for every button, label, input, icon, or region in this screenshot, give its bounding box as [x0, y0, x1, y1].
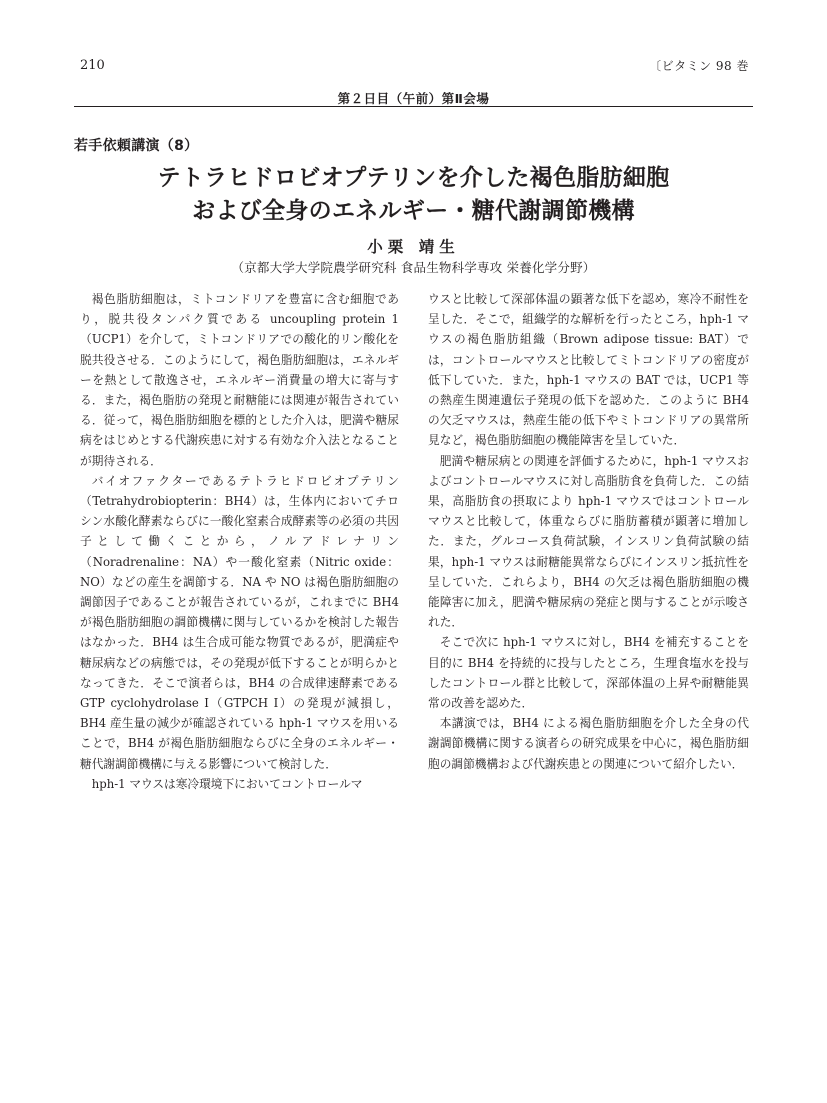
paragraph: 肥満や糖尿病との関連を評価するために，hph-1 マウスおよびコントロールマウスに対し高脂肪食を負荷した．この結果，高脂肪食の摂取により hph-1 マウスではコントロールマウスと比較して，体重ならびに脂肪蓄積が顕著に増加した．また，グルコース負荷試験，インスリン負荷試験の結果，hph-1 マウスは耐糖能異常ならびにインスリン抵抗性を呈していた．これらより，BH4 の欠乏は褐色脂肪細胞の機能障害に加え，肥満や糖尿病の発症と関与することが示唆された．	[428, 453, 749, 630]
paragraph: そこで次に hph-1 マウスに対し，BH4 を補充することを目的に BH4 を持続的に投与したところ，生理食塩水を投与したコントロール群と比較して，深部体温の上昇や耐糖能異常の改善を認めた．	[428, 635, 749, 711]
paragraph: バイオファクターであるテトラヒドロビオプテリン（Tetrahydrobiopterin：BH4）は，生体内においてチロシン水酸化酵素ならびに一酸化窒素合成酵素等の必須の共因子として働くことから，ノルアドレナリン（Noradrenaline：NA）や一酸化窒素（Nitric oxide：NO）などの産生を調節する．NA や NO は褐色脂肪細胞の調節因子であることが報告されているが，これまでに BH4 が褐色脂肪細胞の調節機構に関与しているかを検討した報告はなかった．BH4 は生合成可能な物質であるが，肥満症や糖尿病などの病態では，その発現が低下することが明らかとなってきた．そこで演者らは，BH4 の合成律速酵素である GTP cyclohydrolase I（GTPCH I）の発現が減損し，BH4 産生量の減少が確認されている hph-1 マウスを用いることで，BH4 が褐色脂肪細胞ならびに全身のエネルギー・糖代謝調節機構に与える影響について検討した．	[80, 473, 399, 771]
author-name: 小栗 靖生	[367, 238, 460, 256]
body-column-left	[80, 289, 399, 794]
paragraph: 褐色脂肪細胞は，ミトコンドリアを豊富に含む細胞であり，脱共役タンパク質である uncoupling protein 1（UCP1）を介して，ミトコンドリアでの酸化的リン酸化を脱共役させる．このようにして，褐色脂肪細胞は，エネルギーを熱として散逸させ，エネルギー消費量の増大に寄与する．また，褐色脂肪の発現と耐糖能には関連が報告されている．従って，褐色脂肪細胞を標的とした介入は，肥満や糖尿病をはじめとする代謝疾患に対する有効な介入法となることが期待される．	[80, 292, 399, 468]
title-line-2: および全身のエネルギー・糖代謝調節機構	[192, 197, 635, 224]
title-line-1: テトラヒドロビオプテリンを介した褐色脂肪細胞	[157, 164, 670, 191]
header-rule	[74, 106, 753, 107]
paragraph: 本講演では，BH4 による褐色脂肪細胞を介した全身の代謝調節機構に関する演者らの研究成果を中心に，褐色脂肪細胞の調節機構および代謝疾患との関連について紹介したい．	[428, 716, 749, 771]
session-header: 第２日目（午前）第Ⅱ会場	[337, 91, 490, 106]
running-title: 〔ビタミン 98 巻	[649, 59, 749, 73]
author-affiliation: （京都大学大学院農学研究科 食品生物科学専攻 栄養化学分野）	[231, 260, 596, 275]
article-title	[74, 161, 753, 227]
paragraph: ウスと比較して深部体温の顕著な低下を認め，寒冷不耐性を呈した．そこで，組織学的な解析を行ったところ，hph-1 マウスの褐色脂肪組織（Brown adipose tissue: BAT）では，コントロールマウスと比較してミトコンドリアの密度が低下していた．また，hph-1 マウスの BAT では，UCP1 等の熱産生関連遺伝子発現の低下を認めた．このように BH4 の欠乏マウスは，熱産生能の低下やミトコンドリアの異常所見など，褐色脂肪細胞の機能障害を呈していた．	[428, 292, 749, 448]
page-number: 210	[80, 58, 105, 73]
paragraph: hph-1 マウスは寒冷環境下においてコントロールマ	[91, 776, 363, 791]
body-column-right	[428, 289, 749, 774]
category-label: 若手依頼講演（8）	[74, 138, 199, 154]
